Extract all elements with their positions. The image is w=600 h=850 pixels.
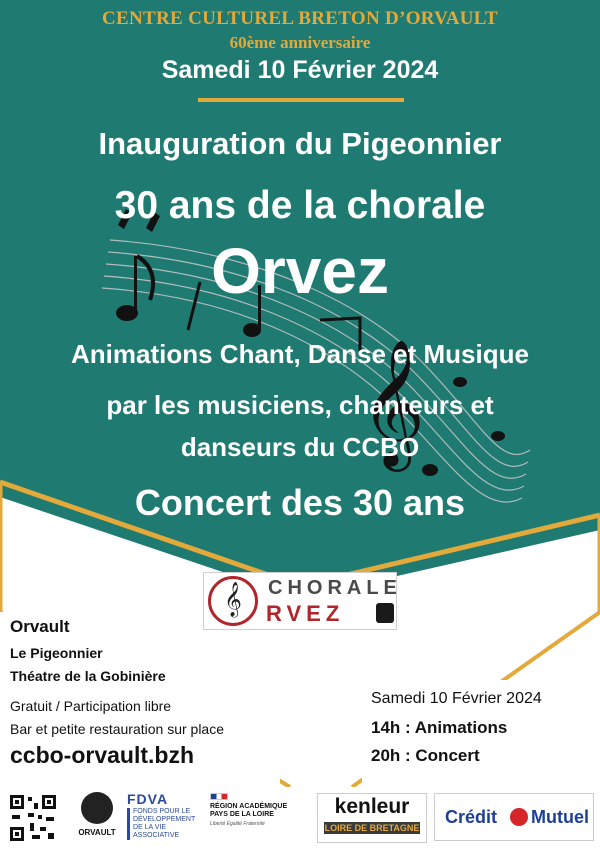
- credit-mutuel-symbol-icon: [510, 808, 528, 826]
- website-link[interactable]: ccbo-orvault.bzh: [10, 742, 195, 768]
- schedule-slot-animations: 14h : Animations: [371, 718, 508, 737]
- choir-name: Orvez: [211, 235, 389, 307]
- schedule-slot-concert: 20h : Concert: [371, 746, 480, 765]
- kenleur-subtitle: LOIRE DE BRETAGNE: [324, 823, 420, 833]
- anniversary-subtitle: 60ème anniversaire: [229, 33, 371, 52]
- inauguration-title: Inauguration du Pigeonnier: [98, 126, 502, 161]
- organization-name: CENTRE CULTUREL BRETON D’ORVAULT: [102, 8, 498, 29]
- region-title: RÉGION ACADÉMIQUE PAYS DE LA LOIRE: [210, 803, 288, 818]
- anniversary-title: 30 ans de la chorale: [114, 184, 486, 227]
- region-motto: Liberté Égalité Fraternité: [210, 821, 265, 827]
- performers-line-1: par les musiciens, chanteurs et: [106, 390, 494, 420]
- animations-line: Animations Chant, Danse et Musique: [71, 339, 529, 369]
- kenleur-title: kenleur: [334, 795, 410, 818]
- treble-clef-icon: 𝄞: [360, 338, 426, 466]
- french-flag-icon: [210, 793, 228, 800]
- credit-mutuel-logo: [434, 793, 594, 841]
- qr-code-icon[interactable]: [8, 793, 58, 843]
- credit-mutuel-part1: Crédit: [445, 807, 498, 827]
- performers-line-2: danseurs du CCBO: [180, 432, 420, 462]
- orvault-label: ORVAULT: [78, 828, 116, 837]
- venue-town: Orvault: [10, 617, 70, 636]
- fdva-title: FDVA: [127, 791, 169, 807]
- tree-icon: [81, 792, 113, 824]
- bar-info: Bar et petite restauration sur place: [10, 721, 225, 737]
- region-logo: [210, 793, 302, 845]
- logo-word-chorale: CHORALE: [268, 577, 402, 599]
- mask-icon: [376, 603, 394, 623]
- chorale-orvez-logo: [203, 572, 402, 630]
- price-info: Gratuit / Participation libre: [10, 698, 172, 714]
- venue-theatre: Théatre de la Gobinière: [10, 668, 166, 684]
- fdva-subtitle: FONDS POUR LE DÉVELOPPEMENT DE LA VIE ASSOCIATIVE: [127, 808, 205, 840]
- sponsor-footer: [0, 787, 600, 850]
- fdva-logo: [127, 791, 205, 846]
- venue-place: Le Pigeonnier: [10, 645, 103, 661]
- credit-mutuel-part2: Mutuel: [531, 807, 589, 827]
- schedule-date: Samedi 10 Février 2024: [371, 690, 542, 707]
- concert-title: Concert des 30 ans: [134, 482, 466, 523]
- event-date: Samedi 10 Février 2024: [161, 56, 439, 84]
- kenleur-logo: [317, 793, 427, 843]
- orvault-logo: [74, 792, 120, 844]
- logo-word-rvez: RVEZ: [266, 601, 345, 626]
- treble-clef-icon: 𝄞: [208, 576, 258, 626]
